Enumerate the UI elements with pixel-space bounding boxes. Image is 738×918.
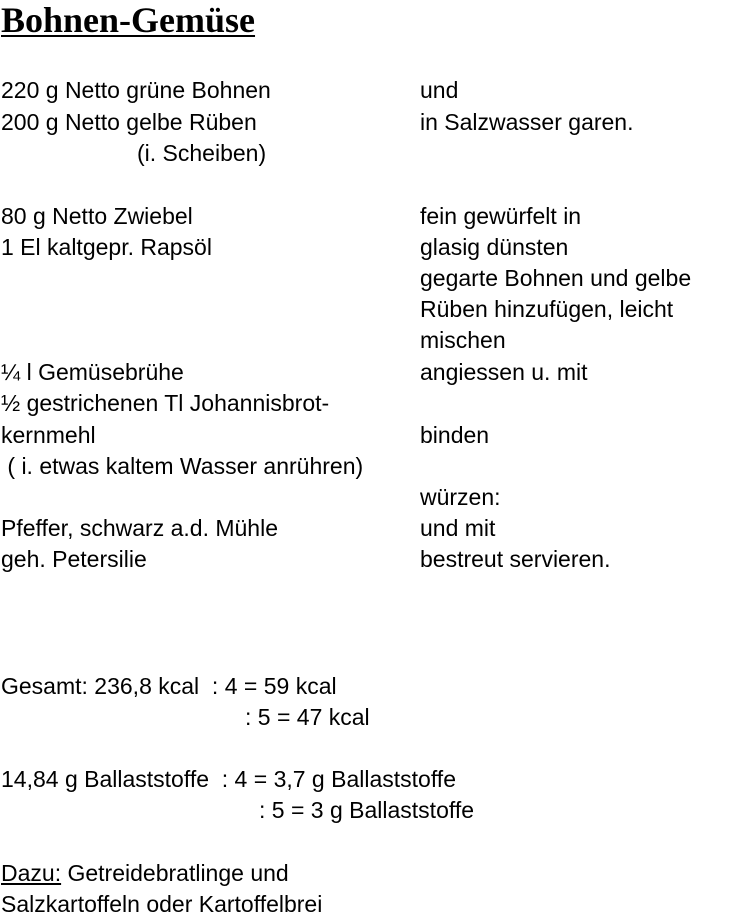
step-cook-salt-water: in Salzwasser garen.: [420, 109, 634, 135]
fiber-total-line: 14,84 g Ballaststoffe : 4 = 3,7 g Ballaststoffe: [1, 766, 456, 792]
step-season: würzen:: [420, 484, 501, 510]
serving-text-1: Getreidebratlinge und: [61, 860, 289, 886]
serving-label: Dazu:: [1, 860, 62, 886]
ingredient-yellow-beets: 200 g Netto gelbe Rüben: [1, 109, 257, 135]
kcal-per-5-line: : 5 = 47 kcal: [245, 704, 370, 730]
ingredient-onion: 80 g Netto Zwiebel: [1, 203, 193, 229]
serving-suggestion-line-1: [1, 859, 289, 887]
ingredient-pepper: Pfeffer, schwarz a.d. Mühle: [1, 515, 278, 541]
step-pour: angiessen u. mit: [420, 359, 588, 385]
ingredient-rapeseed-oil: 1 El kaltgepr. Rapsöl: [1, 234, 212, 260]
ingredient-parsley: geh. Petersilie: [1, 546, 147, 572]
ingredient-carob-flour-2: kernmehl: [1, 422, 96, 448]
fiber-per-5-line: : 5 = 3 g Ballaststoffe: [259, 797, 475, 823]
step-bind: binden: [420, 422, 490, 448]
ingredient-vegetable-broth: ¼ l Gemüsebrühe: [1, 359, 184, 385]
step-sprinkle-serve: bestreut servieren.: [420, 546, 611, 572]
kcal-total-line: Gesamt: 236,8 kcal : 4 = 59 kcal: [1, 673, 337, 699]
ingredient-note-cold-water: ( i. etwas kaltem Wasser anrühren): [1, 453, 364, 479]
step-dice-fine: fein gewürfelt in: [420, 203, 582, 229]
ingredient-green-beans: 220 g Netto grüne Bohnen: [1, 77, 271, 103]
ingredient-carob-flour-1: ½ gestrichenen Tl Johannisbrot-: [1, 390, 330, 416]
serving-suggestion-line-2: Salzkartoffeln oder Kartoffelbrei: [1, 891, 323, 917]
step-mix: mischen: [420, 327, 506, 353]
recipe-title: Bohnen-Gemüse: [1, 0, 256, 40]
ingredient-note-slices: (i. Scheiben): [137, 140, 267, 166]
step-and-with: und mit: [420, 515, 496, 541]
step-and: und: [420, 77, 459, 103]
step-add-vegetables-1: gegarte Bohnen und gelbe: [420, 265, 692, 291]
step-add-vegetables-2: Rüben hinzufügen, leicht: [420, 296, 674, 322]
step-sweat-glassy: glasig dünsten: [420, 234, 569, 260]
